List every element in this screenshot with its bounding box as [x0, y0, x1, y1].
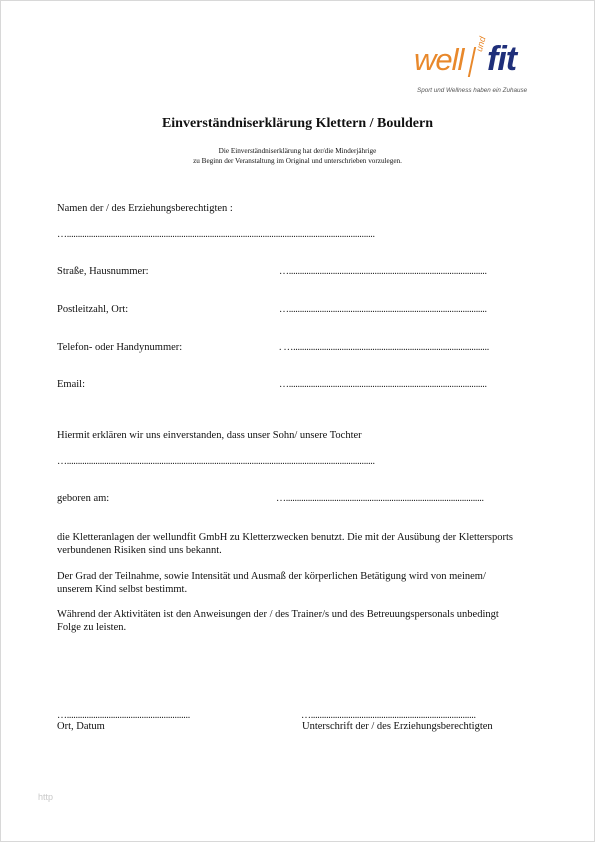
paragraph-3-line-2: Folge zu leisten.	[57, 622, 127, 633]
subtitle-line-2: zu Beginn der Veranstaltung im Original und unterschrieben vorzulegen.	[193, 157, 402, 165]
paragraph-2-line-1: Der Grad der Teilnahme, sowie Intensität und Ausmaß der körperlichen Betätigung wird von meinem/	[57, 571, 486, 582]
signature-label: Unterschrift der / des Erziehungsberechtigten	[302, 721, 493, 732]
logo-und-text: und	[474, 35, 488, 53]
phone-line[interactable]: . ….........................................................................................	[279, 342, 489, 353]
subtitle-line-1: Die Einverständniserklärung hat der/die Minderjährige	[218, 147, 377, 155]
street-line[interactable]: …..........................................................................................	[279, 266, 487, 277]
paragraph-2-line-2: unserem Kind selbst bestimmt.	[57, 584, 188, 595]
logo-fit-text: fit	[487, 40, 517, 78]
paragraph-1-line-1: die Kletteranlagen der wellundfit GmbH zu Kletterzwecken benutzt. Die mit der Ausübung der Klettersports	[57, 532, 514, 543]
guardian-name-line[interactable]: …............................................................................................................................................	[57, 229, 375, 240]
declaration-label: Hiermit erklären wir uns einverstanden, dass unser Sohn/ unsere Tochter	[57, 430, 362, 441]
signature-line[interactable]: …...........................................................................	[301, 710, 476, 721]
postal-line[interactable]: …..........................................................................................	[279, 304, 487, 315]
phone-label: Telefon- oder Handynummer:	[57, 342, 183, 353]
paragraph-3-line-1: Während der Aktivitäten ist den Anweisungen der / des Trainer/s und des Betreuungspersonals unbedingt	[57, 609, 499, 620]
email-label: Email:	[57, 379, 85, 390]
postal-label: Postleitzahl, Ort:	[57, 304, 129, 315]
birth-date-line[interactable]: …..........................................................................................	[276, 493, 484, 504]
logo-well-text: well	[414, 42, 464, 77]
street-label: Straße, Hausnummer:	[57, 266, 149, 277]
child-name-line[interactable]: …............................................................................................................................................	[57, 456, 375, 467]
guardian-name-label: Namen der / des Erziehungsberechtigten :	[57, 203, 233, 214]
document-title: Einverständniserklärung Klettern / Bouldern	[161, 116, 434, 131]
birth-date-label: geboren am:	[57, 493, 110, 504]
place-date-line[interactable]: …........................................................	[57, 710, 190, 721]
paragraph-1-line-2: verbundenen Risiken sind uns bekannt.	[57, 545, 222, 556]
watermark-text: http	[38, 792, 54, 802]
logo-tagline: Sport und Wellness haben ein Zuhause	[417, 87, 528, 94]
email-line[interactable]: …..........................................................................................	[279, 379, 487, 390]
place-date-label: Ort, Datum	[57, 721, 105, 732]
